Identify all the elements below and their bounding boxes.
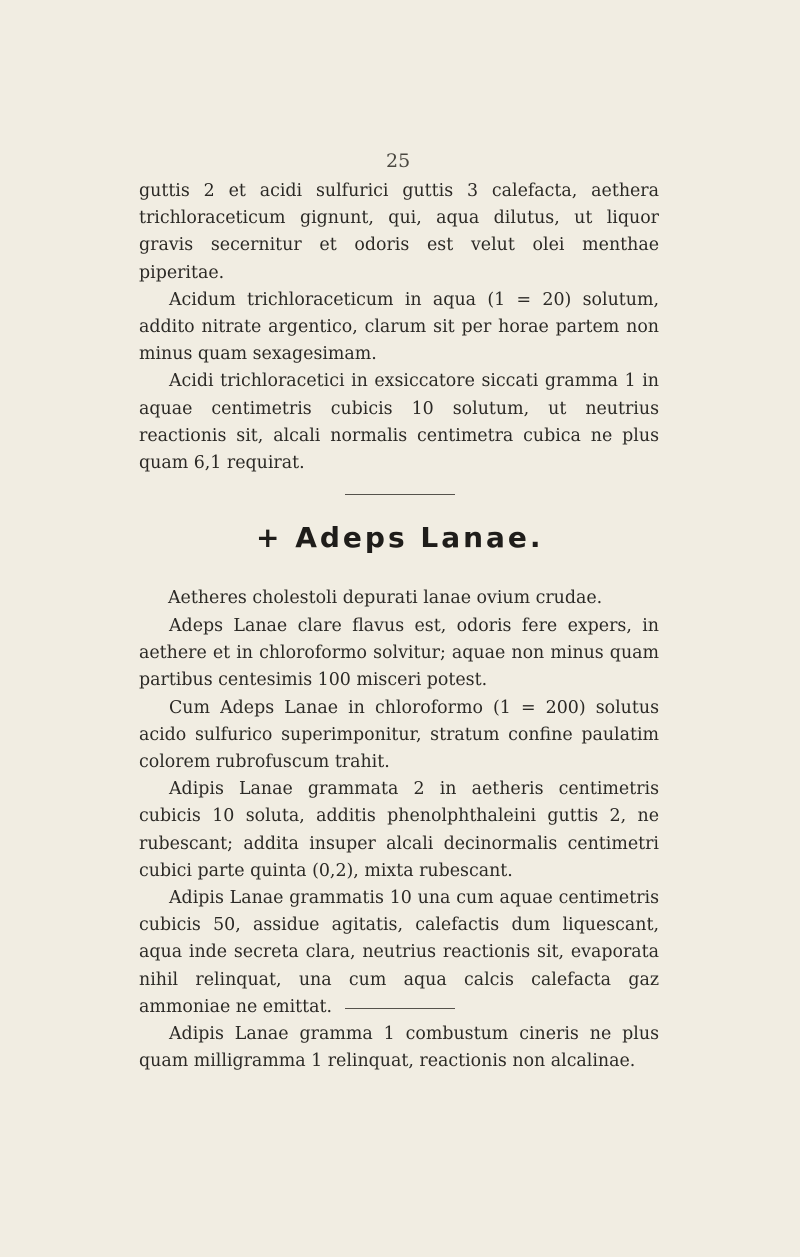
paragraph-acidum: Acidum trichloraceticum in aqua (1 = 20) solutum, addito nitrate argentico, clarum sit per horae partem non minus quam sexagesimam. (139, 289, 659, 365)
separator-rule-top (345, 494, 455, 495)
paragraph-acidi: Acidi trichloracetici in exsiccatore siccati gramma 1 in aquae centimetris cubicis 10 solutum, ut neutrius reactionis sit, alcali normalis centimetra cubica ne plus quam 6,1 requirat. (139, 371, 659, 474)
paragraph-description: Adeps Lanae clare flavus est, odoris fere expers, in aethere et in chloroformo solvitur; aquae non minus quam partibus centesimis 100 misceri potest. (139, 616, 659, 691)
paragraph-water-test: Adipis Lanae grammatis 10 una cum aquae centimetris cubicis 50, assidue agitatis, calefactis dum liquescant, aqua inde secreta clara, neutrius reactionis sit, evaporata nihil relinquat, una cum aqua calcis calefacta gaz ammoniae ne emittat. (139, 888, 659, 1017)
paragraph-continuation: guttis 2 et acidi sulfurici guttis 3 calefacta, aethera trichloraceticum gignunt, qui, aqua dilutus, ut liquor gravis secernitur et odoris est velut olei menthae piperitae. (139, 181, 659, 283)
section-body (139, 613, 659, 1075)
page-number: 25 (386, 150, 411, 172)
section-subtitle: Aetheres cholestoli depurati lanae ovium crudae. (168, 588, 603, 608)
separator-rule-bottom (345, 1008, 455, 1009)
paragraph-chloroform-test: Cum Adeps Lanae in chloroformo (1 = 200) solutus acido sulfurico superimponitur, stratum confine paulatim colorem rubrofuscum trahit. (139, 697, 659, 773)
paragraph-acidity-test: Adipis Lanae grammata 2 in aetheris centimetris cubicis 10 soluta, additis phenolphthaleini guttis 2, ne rubescant; addita insuper alcali decinormalis centimetri cubici parte quinta (0,2), mixta rubescant. (139, 779, 659, 881)
paragraph-ash-test: Adipis Lanae gramma 1 combustum cineris ne plus quam milligramma 1 relinquat, reactionis non alcalinae. (139, 1024, 659, 1072)
section-title: + Adeps Lanae. (256, 521, 544, 554)
top-text-block (139, 178, 659, 477)
